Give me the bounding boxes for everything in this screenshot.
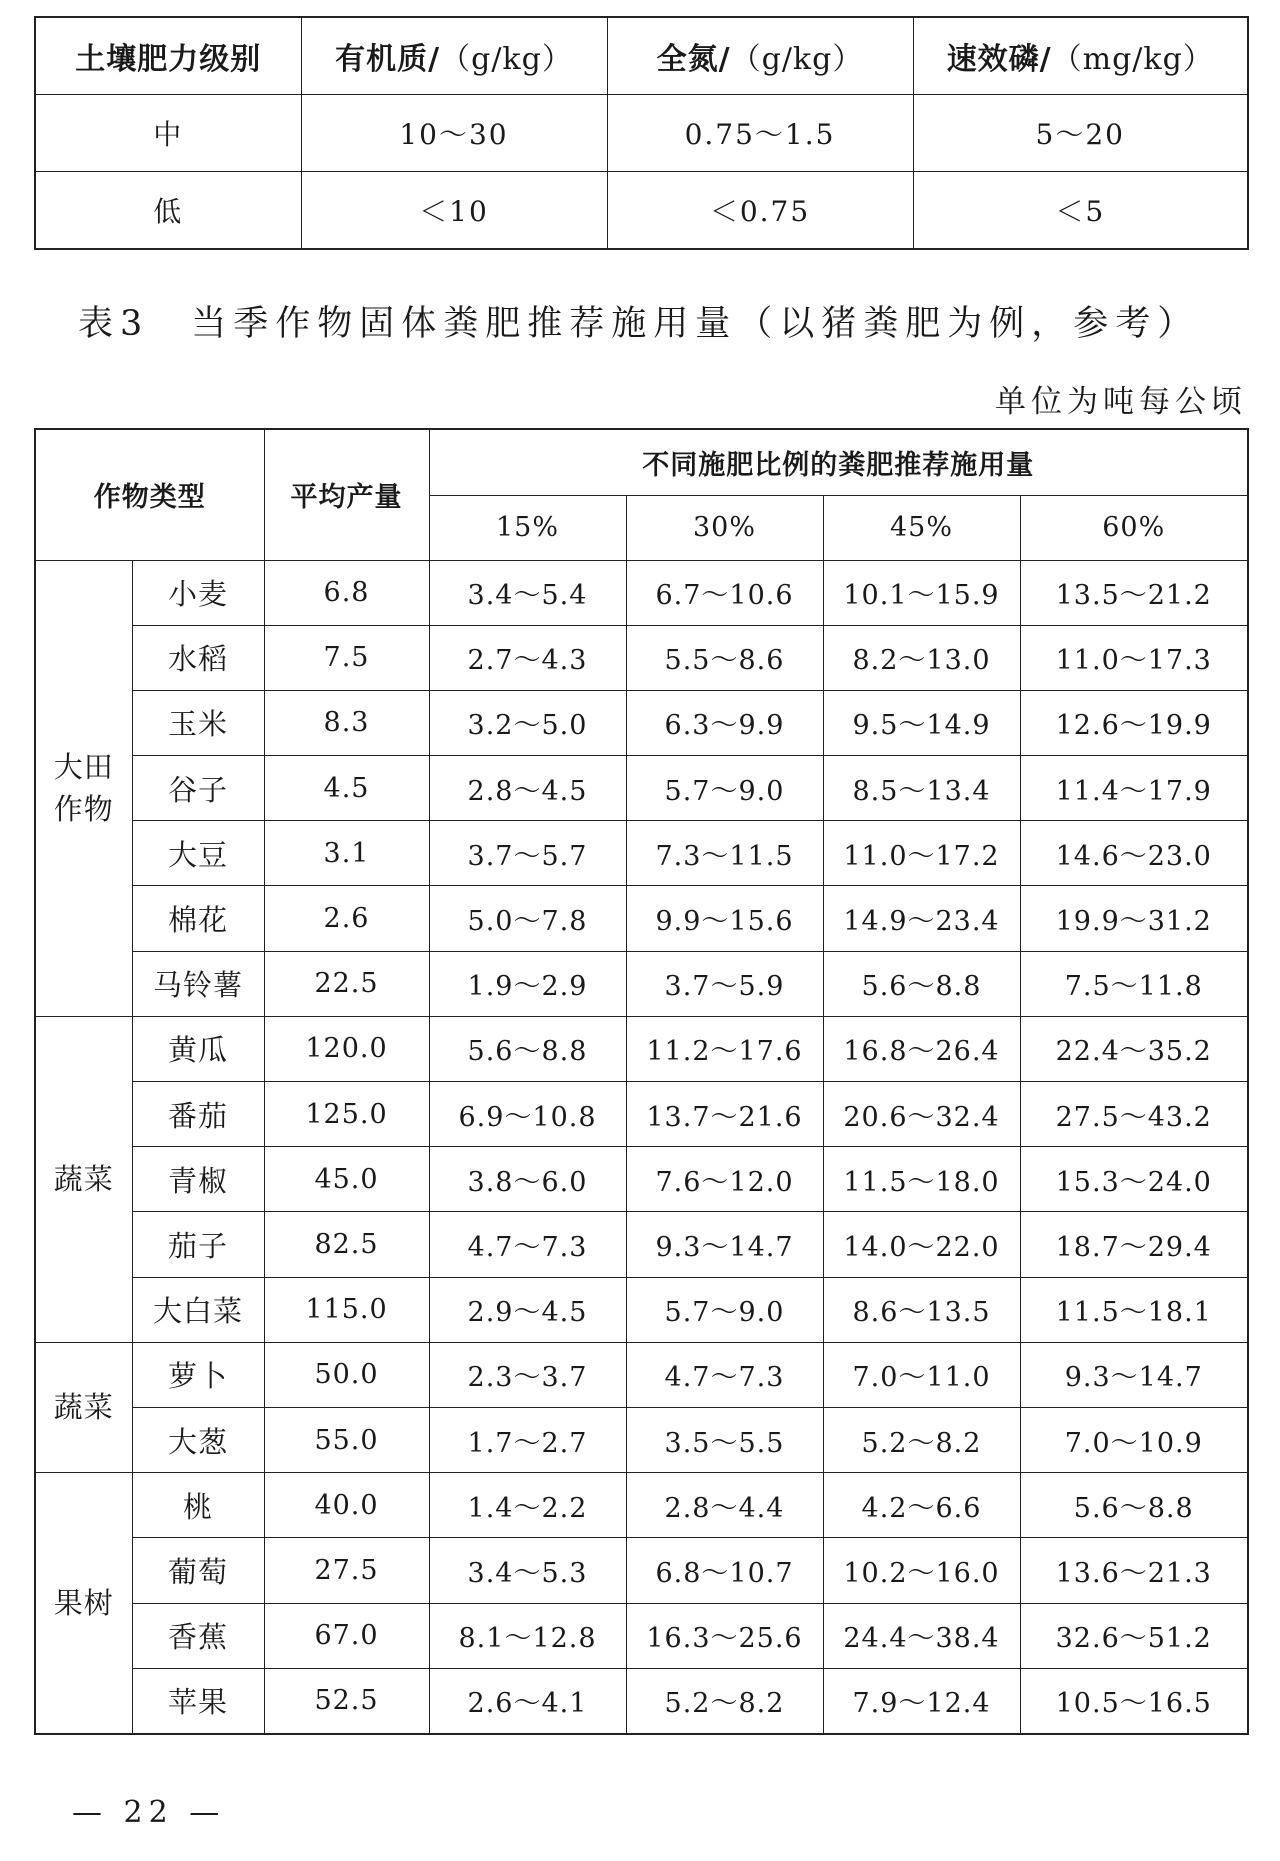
table-cell: 10.1～15.9	[823, 560, 1020, 625]
crop-group-label: 果树	[35, 1473, 132, 1734]
table-cell: 15.3～24.0	[1020, 1147, 1248, 1212]
table-row	[35, 1603, 1248, 1668]
table-cell: 22.4～35.2	[1020, 1016, 1248, 1081]
table-cell: 5～20	[913, 95, 1248, 172]
table-row	[35, 625, 1248, 690]
crop-name: 桃	[132, 1473, 264, 1538]
table-cell: 中	[35, 95, 301, 172]
table-cell: 10.5～16.5	[1020, 1668, 1248, 1734]
table-row	[35, 172, 1248, 250]
table-row	[35, 1407, 1248, 1472]
table-cell: 5.2～8.2	[626, 1668, 823, 1734]
unit-note: 单位为吨每公顷	[995, 384, 1247, 420]
crop-name: 葡萄	[132, 1538, 264, 1603]
table-cell: 7.0～10.9	[1020, 1407, 1248, 1472]
crop-name: 萝卜	[132, 1342, 264, 1407]
table-cell: 7.3～11.5	[626, 821, 823, 886]
table-cell: 3.7～5.9	[626, 951, 823, 1016]
crop-name: 小麦	[132, 560, 264, 625]
table-cell: 120.0	[264, 1016, 429, 1081]
table-cell: 19.9～31.2	[1020, 886, 1248, 951]
table-cell: 2.6	[264, 886, 429, 951]
crop-group-label: 蔬菜	[35, 1342, 132, 1472]
table-row	[35, 886, 1248, 951]
table-cell: 1.9～2.9	[429, 951, 626, 1016]
table-cell: 6.8	[264, 560, 429, 625]
table-cell: 16.3～25.6	[626, 1603, 823, 1668]
table-cell: 0.75～1.5	[607, 95, 913, 172]
crop-name: 谷子	[132, 756, 264, 821]
table-cell: 11.2～17.6	[626, 1016, 823, 1081]
table-cell: 13.7～21.6	[626, 1082, 823, 1147]
table-cell: 14.6～23.0	[1020, 821, 1248, 886]
table-cell: 1.7～2.7	[429, 1407, 626, 1472]
crop-name: 青椒	[132, 1147, 264, 1212]
table-cell: 5.6～8.8	[1020, 1473, 1248, 1538]
table-cell: 67.0	[264, 1603, 429, 1668]
crop-name: 大葱	[132, 1407, 264, 1472]
crop-name: 黄瓜	[132, 1016, 264, 1081]
table-cell: 7.6～12.0	[626, 1147, 823, 1212]
header-unit: （mg/kg）	[1051, 42, 1214, 77]
table-cell: 11.0～17.2	[823, 821, 1020, 886]
table-cell: 3.2～5.0	[429, 690, 626, 755]
table-row	[35, 951, 1248, 1016]
table-cell: 5.6～8.8	[429, 1016, 626, 1081]
table-caption: 表3 当季作物固体粪肥推荐施用量（以猪粪肥为例，参考）	[78, 304, 1200, 344]
header-avg-yield: 平均产量	[264, 429, 429, 560]
crop-name: 番茄	[132, 1082, 264, 1147]
table-cell: 3.5～5.5	[626, 1407, 823, 1472]
page-number: — 22 —	[72, 1795, 226, 1830]
table-cell: 14.0～22.0	[823, 1212, 1020, 1277]
table-cell: 45.0	[264, 1147, 429, 1212]
table-cell: 14.9～23.4	[823, 886, 1020, 951]
table-cell: 4.7～7.3	[626, 1342, 823, 1407]
table-cell: 8.5～13.4	[823, 756, 1020, 821]
crop-name: 棉花	[132, 886, 264, 951]
table-cell: 11.5～18.1	[1020, 1277, 1248, 1342]
table-cell: 1.4～2.2	[429, 1473, 626, 1538]
crop-name: 玉米	[132, 690, 264, 755]
table-cell: 5.2～8.2	[823, 1407, 1020, 1472]
table-cell: 12.6～19.9	[1020, 690, 1248, 755]
table-cell: 20.6～32.4	[823, 1082, 1020, 1147]
table-cell: 32.6～51.2	[1020, 1603, 1248, 1668]
table-cell: 5.5～8.6	[626, 625, 823, 690]
table-row	[35, 690, 1248, 755]
fertility-level-table	[34, 16, 1249, 250]
table-cell: 2.8～4.4	[626, 1473, 823, 1538]
header-unit: （g/kg）	[730, 42, 864, 77]
header-percent: 30%	[626, 495, 823, 560]
table-cell: 27.5～43.2	[1020, 1082, 1248, 1147]
table-row	[35, 1147, 1248, 1212]
table-row	[35, 95, 1248, 172]
table-cell: 3.7～5.7	[429, 821, 626, 886]
table-cell: 8.3	[264, 690, 429, 755]
crop-group-label: 大田 作物	[35, 560, 132, 1016]
table-cell: 9.3～14.7	[626, 1212, 823, 1277]
table-cell: 3.8～6.0	[429, 1147, 626, 1212]
header-unit: （g/kg）	[440, 42, 573, 77]
table-cell: 22.5	[264, 951, 429, 1016]
table-cell: 3.4～5.4	[429, 560, 626, 625]
table-cell: 2.6～4.1	[429, 1668, 626, 1734]
table-row	[35, 1212, 1248, 1277]
header-main: 土壤肥力级别	[75, 42, 262, 77]
header-cell	[35, 17, 301, 95]
table-row	[35, 821, 1248, 886]
table-cell: 40.0	[264, 1473, 429, 1538]
table-row	[35, 756, 1248, 821]
table-cell: 2.7～4.3	[429, 625, 626, 690]
table-cell: 7.5	[264, 625, 429, 690]
table-cell: 11.0～17.3	[1020, 625, 1248, 690]
table-row	[35, 1473, 1248, 1538]
header-percent: 45%	[823, 495, 1020, 560]
table-row	[35, 1277, 1248, 1342]
table-cell: ＜10	[301, 172, 607, 250]
table-cell: 50.0	[264, 1342, 429, 1407]
table-row	[35, 560, 1248, 625]
header-percent: 60%	[1020, 495, 1248, 560]
table-cell: 9.5～14.9	[823, 690, 1020, 755]
crop-group-label: 蔬菜	[35, 1016, 132, 1342]
crop-name: 茄子	[132, 1212, 264, 1277]
table-cell: 6.8～10.7	[626, 1538, 823, 1603]
table-cell: 52.5	[264, 1668, 429, 1734]
table-header-row	[35, 429, 1248, 495]
table-cell: 125.0	[264, 1082, 429, 1147]
header-cell	[301, 17, 607, 95]
table-cell: 7.9～12.4	[823, 1668, 1020, 1734]
header-main: 速效磷/	[946, 42, 1052, 77]
table-cell: 5.0～7.8	[429, 886, 626, 951]
table-cell: 5.7～9.0	[626, 756, 823, 821]
table-row	[35, 1082, 1248, 1147]
table-cell: 11.4～17.9	[1020, 756, 1248, 821]
table-cell: 8.1～12.8	[429, 1603, 626, 1668]
table-row	[35, 1538, 1248, 1603]
table-cell: 2.9～4.5	[429, 1277, 626, 1342]
header-recommended-amount: 不同施肥比例的粪肥推荐施用量	[429, 429, 1248, 495]
table-cell: 13.5～21.2	[1020, 560, 1248, 625]
table-row	[35, 1668, 1248, 1734]
table-cell: 6.3～9.9	[626, 690, 823, 755]
table-cell: 7.0～11.0	[823, 1342, 1020, 1407]
crop-name: 水稻	[132, 625, 264, 690]
crop-name: 香蕉	[132, 1603, 264, 1668]
table-cell: 4.5	[264, 756, 429, 821]
table-cell: 13.6～21.3	[1020, 1538, 1248, 1603]
table-cell: ＜5	[913, 172, 1248, 250]
crop-name: 大豆	[132, 821, 264, 886]
header-cell	[607, 17, 913, 95]
table-cell: 6.7～10.6	[626, 560, 823, 625]
table-cell: 低	[35, 172, 301, 250]
header-cell	[913, 17, 1248, 95]
table-header-row	[35, 17, 1248, 95]
table-cell: 24.4～38.4	[823, 1603, 1020, 1668]
table-cell: 115.0	[264, 1277, 429, 1342]
table-cell: 4.2～6.6	[823, 1473, 1020, 1538]
table-cell: 10～30	[301, 95, 607, 172]
table-row	[35, 1342, 1248, 1407]
table-cell: 8.2～13.0	[823, 625, 1020, 690]
table-cell: 4.7～7.3	[429, 1212, 626, 1277]
table-cell: 8.6～13.5	[823, 1277, 1020, 1342]
table-cell: 16.8～26.4	[823, 1016, 1020, 1081]
crop-name: 苹果	[132, 1668, 264, 1734]
table-cell: 27.5	[264, 1538, 429, 1603]
header-main: 有机质/	[335, 42, 441, 77]
table-cell: 10.2～16.0	[823, 1538, 1020, 1603]
table-row	[35, 1016, 1248, 1081]
table-cell: 18.7～29.4	[1020, 1212, 1248, 1277]
table-cell: 2.8～4.5	[429, 756, 626, 821]
table-cell: 55.0	[264, 1407, 429, 1472]
crop-name: 马铃薯	[132, 951, 264, 1016]
header-percent: 15%	[429, 495, 626, 560]
table-cell: 11.5～18.0	[823, 1147, 1020, 1212]
table-cell: 3.4～5.3	[429, 1538, 626, 1603]
header-main: 全氮/	[656, 42, 731, 77]
table-cell: ＜0.75	[607, 172, 913, 250]
manure-recommendation-table	[34, 428, 1249, 1735]
table-cell: 9.9～15.6	[626, 886, 823, 951]
table-cell: 7.5～11.8	[1020, 951, 1248, 1016]
table-cell: 3.1	[264, 821, 429, 886]
table-cell: 5.6～8.8	[823, 951, 1020, 1016]
table-cell: 2.3～3.7	[429, 1342, 626, 1407]
crop-name: 大白菜	[132, 1277, 264, 1342]
table-cell: 6.9～10.8	[429, 1082, 626, 1147]
table-cell: 82.5	[264, 1212, 429, 1277]
table-cell: 5.7～9.0	[626, 1277, 823, 1342]
header-crop-type: 作物类型	[35, 429, 264, 560]
table-cell: 9.3～14.7	[1020, 1342, 1248, 1407]
